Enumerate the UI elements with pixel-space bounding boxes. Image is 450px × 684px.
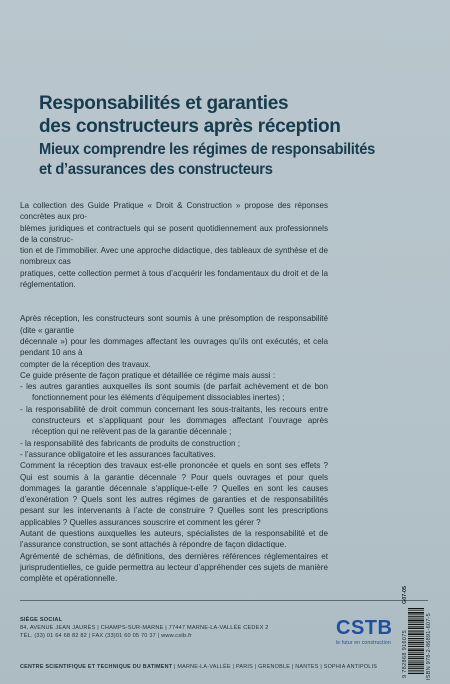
main-title-line-1: Responsabilités et garanties — [39, 93, 289, 114]
isbn-number: ISBN 978-2-86891-607-5 — [426, 613, 432, 680]
head-office-address: 84, AVENUE JEAN JAURÈS | CHAMPS-SUR-MARNE | 77447 MARNE-LA-VALLÉE CEDEX 2 — [20, 625, 269, 631]
bullet-item: - la responsabilité de droit commun concernant les sous-traitants, les recours entre constructeurs et s’appliquant pour les dommages affectant l’ouvrage après réception qui ne relèvent pas de la garantie décennale ; — [20, 404, 328, 437]
organization-name: CENTRE SCIENTIFIQUE ET TECHNIQUE DU BATIMENT — [20, 664, 173, 670]
logo-wordmark: CSTB — [336, 617, 393, 639]
barcode-digits: 9 782868 916075 — [402, 629, 408, 678]
organization-cities: | MARNE-LA-VALLÉE | PARIS | GRENOBLE | NANTES | SOPHIA ANTIPOLIS — [174, 664, 378, 670]
paragraph-line: Après réception, les constructeurs sont soumis à une présomption de responsabilité (dite « garantie — [20, 314, 328, 335]
barcode-area — [402, 588, 436, 680]
paragraph-line: Ce guide présente de façon pratique et détaillée ce régime mais aussi : — [20, 370, 276, 380]
subtitle-line-1: Mieux comprendre les régimes de responsabilités — [39, 141, 376, 158]
bullet-item: - la responsabilité des fabricants de produits de construction ; — [20, 438, 241, 448]
product-code: G07-05 — [402, 586, 408, 604]
intro-line: pratiques, cette collection permet à tous d’acquérir les fondamentaux du droit et de la réglementation. — [20, 268, 328, 290]
footer-divider — [20, 600, 428, 601]
logo-tagline: le futur en construction — [336, 640, 391, 646]
questions-paragraph: Comment la réception des travaux est-elle prononcée et quels en sont ses effets ? Qui est soumis à la garantie décennale ? Pour quels ouvrages et pour quels dommages la garantie décennale s’applique-t-elle ? Quelles en sont les causes d’exonération ? Quels sont les autres régimes de garanties et de responsabilités pesant sur les intervenants à l’acte de construire ? Quelles sont les prescriptions applicables ? Quelles assurances souscrire et comment les gérer ? — [20, 461, 328, 527]
intro-line: La collection des Guide Pratique « Droit & Construction » propose des réponses concrètes aux pro- — [20, 201, 328, 222]
main-title-line-2: des constructeurs après réception — [39, 116, 341, 137]
paragraph-line: compter de la réception des travaux. — [20, 359, 151, 369]
intro-line: blèmes juridiques et contractuels qui se posent quotidiennement aux professionnels de la construc- — [20, 223, 328, 244]
bullet-item: - les autres garanties auxquelles ils sont soumis (de parfait achèvement et de bon fonctionnement pour les éléments d’équipement dissociables inertes) ; — [20, 382, 328, 403]
conclusion-paragraph: Agrémenté de schémas, de définitions, des dernières références réglementaires et jurisprudentielles, ce guide permettra au lecteur d’appréhender ces sujets de manière complète et opérationnelle. — [20, 551, 328, 584]
intro-line: tion et de l’immobilier. Avec une approche didactique, des tableaux de synthèse et de nombreux cas — [20, 246, 328, 267]
cstb-logo — [336, 617, 396, 655]
paragraph-line: décennale ») pour les dommages affectant les ouvrages qu’ils ont exécutés, et cela pendant 10 ans à — [20, 336, 328, 358]
head-office-info — [20, 616, 269, 640]
title-block — [39, 92, 419, 180]
barcode-icon — [408, 608, 424, 674]
head-office-title: SIÈGE SOCIAL — [20, 617, 63, 623]
authors-paragraph: Autant de questions auxquelles les auteurs, spécialistes de la responsabilité et de l’assurance construction, se sont attachés à répondre de façon didactique. — [20, 529, 328, 550]
bullet-item: - l’assurance obligatoire et les assurances facultatives. — [20, 449, 216, 459]
description-text — [20, 200, 328, 585]
organization-line — [20, 664, 378, 670]
head-office-contact: TÉL. (33) 01 64 68 82 82 | FAX (33)01 60 05 70 37 | www.cstb.fr — [20, 633, 192, 639]
subtitle-line-2: et d’assurances des constructeurs — [39, 161, 273, 178]
